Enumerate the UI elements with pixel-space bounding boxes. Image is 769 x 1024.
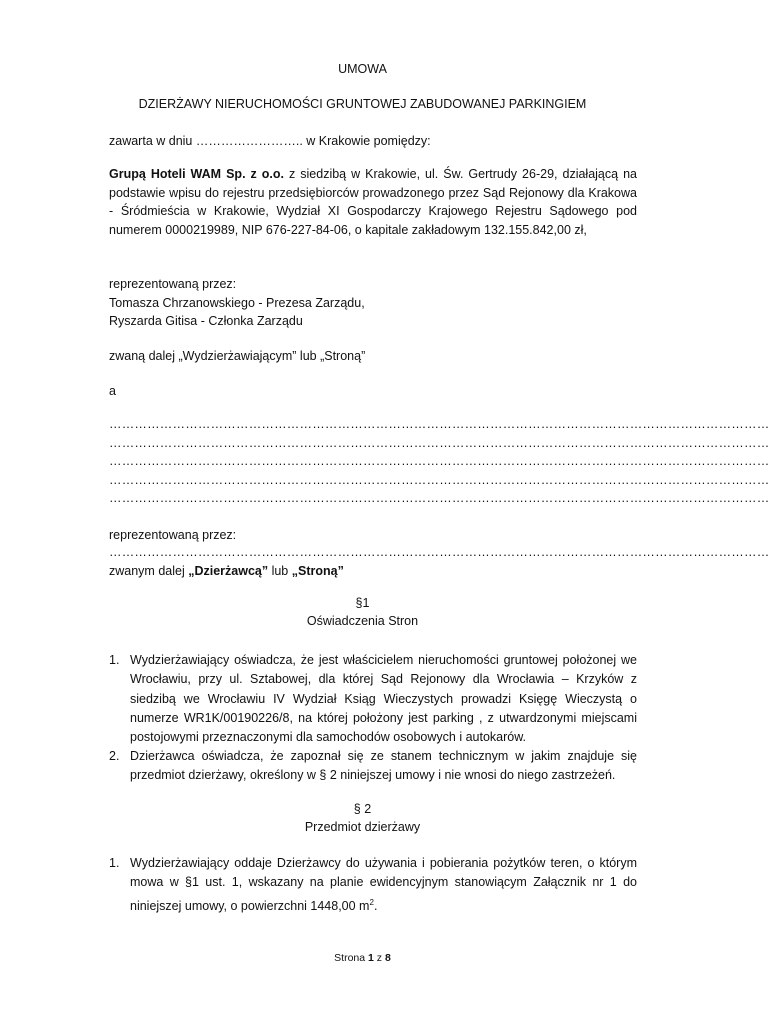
dotted-line: ………………………………………………………………………………………………………………………………………… bbox=[109, 491, 769, 505]
section1-number: §1 bbox=[355, 596, 370, 610]
dotted-line: ………………………………………………………………………………………………………………………………………… bbox=[109, 545, 769, 559]
page-total: 8 bbox=[384, 952, 391, 964]
party2-called-mid: lub bbox=[268, 564, 292, 578]
footer-prefix: Strona bbox=[334, 952, 369, 964]
party1-rep2: Ryszarda Gitisa - Członka Zarządu bbox=[109, 314, 303, 328]
footer-of: z bbox=[373, 952, 385, 964]
superscript: 2 bbox=[369, 897, 374, 907]
list-item-number: 1. bbox=[109, 856, 120, 870]
list-item bbox=[109, 854, 637, 914]
page-number: 1 bbox=[368, 952, 374, 964]
list-item-text: Wydzierżawiający oświadcza, że jest właścicielem nieruchomości gruntowej położonej we Wrocławiu, przy ul. Sztabowej, dla której Sąd Rejonowy dla Wrocławia – Krzyków z siedzibą we Wrocławiu IV Wydział Ksiąg Wieczystych prowadzi Księgę Wieczystą o numerze WR1K/00190226/8, na której położony jest parking , z utwardzonymi miejscami postojowymi przeznaczonymi dla samochodów osobowych i autokarów. bbox=[130, 653, 637, 745]
party2-represented-by: reprezentowaną przez: bbox=[109, 528, 237, 542]
party1-called: zwaną dalej „Wydzierżawiającym” lub „Stroną” bbox=[109, 349, 366, 363]
list-item-number: 1. bbox=[109, 653, 120, 667]
and-label: a bbox=[109, 384, 116, 398]
list-item-text-body: Wydzierżawiający oddaje Dzierżawcy do używania i pobierania pożytków teren, o którym mowa w §1 ust. 1, wskazany na planie ewidencyjnym stanowiącym Załącznik nr 1 do niniejszej umowy, o powierzchni 1448,00 m bbox=[130, 856, 637, 913]
party2-called bbox=[109, 562, 637, 581]
page-footer bbox=[0, 952, 725, 964]
document-title: UMOWA bbox=[338, 62, 387, 76]
party2-called-party: „Stroną” bbox=[291, 564, 344, 578]
party2-called-name: „Dzierżawcą” bbox=[188, 564, 269, 578]
dotted-line: ………………………………………………………………………………………………………………………………………… bbox=[109, 473, 769, 487]
list-item bbox=[109, 651, 637, 751]
party1-details: z siedzibą w Krakowie, ul. Św. Gertrudy 26-29, działającą na podstawie wpisu do rejestru przedsiębiorców prowadzonego przez Sąd Rejonowy dla Krakowa - Śródmieścia w Krakowie, Wydział XI Gospodarczy Krajowego Rejestru Sądowego pod numerem 0000219989, NIP 676-227-84-06, o kapitale zakładowym 132.155.842,00 zł, bbox=[109, 167, 637, 237]
section2-heading: Przedmiot dzierżawy bbox=[304, 820, 421, 834]
dotted-line: ………………………………………………………………………………………………………………………………………… bbox=[109, 454, 769, 468]
section2-number: § 2 bbox=[353, 802, 372, 816]
dotted-line: ………………………………………………………………………………………………………………………………………… bbox=[109, 417, 769, 431]
concluded-line: zawarta w dniu …………………….. w Krakowie pomiędzy: bbox=[109, 134, 431, 148]
party1-rep1: Tomasza Chrzanowskiego - Prezesa Zarządu, bbox=[109, 296, 365, 310]
list-item-number: 2. bbox=[109, 749, 120, 763]
section1-heading: Oświadczenia Stron bbox=[306, 614, 419, 628]
dotted-line: ………………………………………………………………………………………………………………………………………… bbox=[109, 436, 769, 450]
list-item-text-end: . bbox=[373, 898, 378, 913]
list-item-text bbox=[130, 854, 637, 916]
party1-paragraph bbox=[109, 165, 637, 239]
party1-represented-by: reprezentowaną przez: bbox=[109, 277, 237, 291]
list-item bbox=[109, 747, 637, 787]
list-item-text: Dzierżawca oświadcza, że zapoznał się ze stanem technicznym w jakim znajduje się przedmiot dzierżawy, określony w § 2 niniejszej umowy i nie wnosi do niego zastrzeżeń. bbox=[130, 749, 637, 783]
document-subtitle: DZIERŻAWY NIERUCHOMOŚCI GRUNTOWEJ ZABUDOWANEJ PARKINGIEM bbox=[138, 97, 587, 111]
party2-called-prefix: zwanym dalej bbox=[109, 564, 189, 578]
party1-name: Grupą Hoteli WAM Sp. z o.o. bbox=[109, 167, 285, 181]
